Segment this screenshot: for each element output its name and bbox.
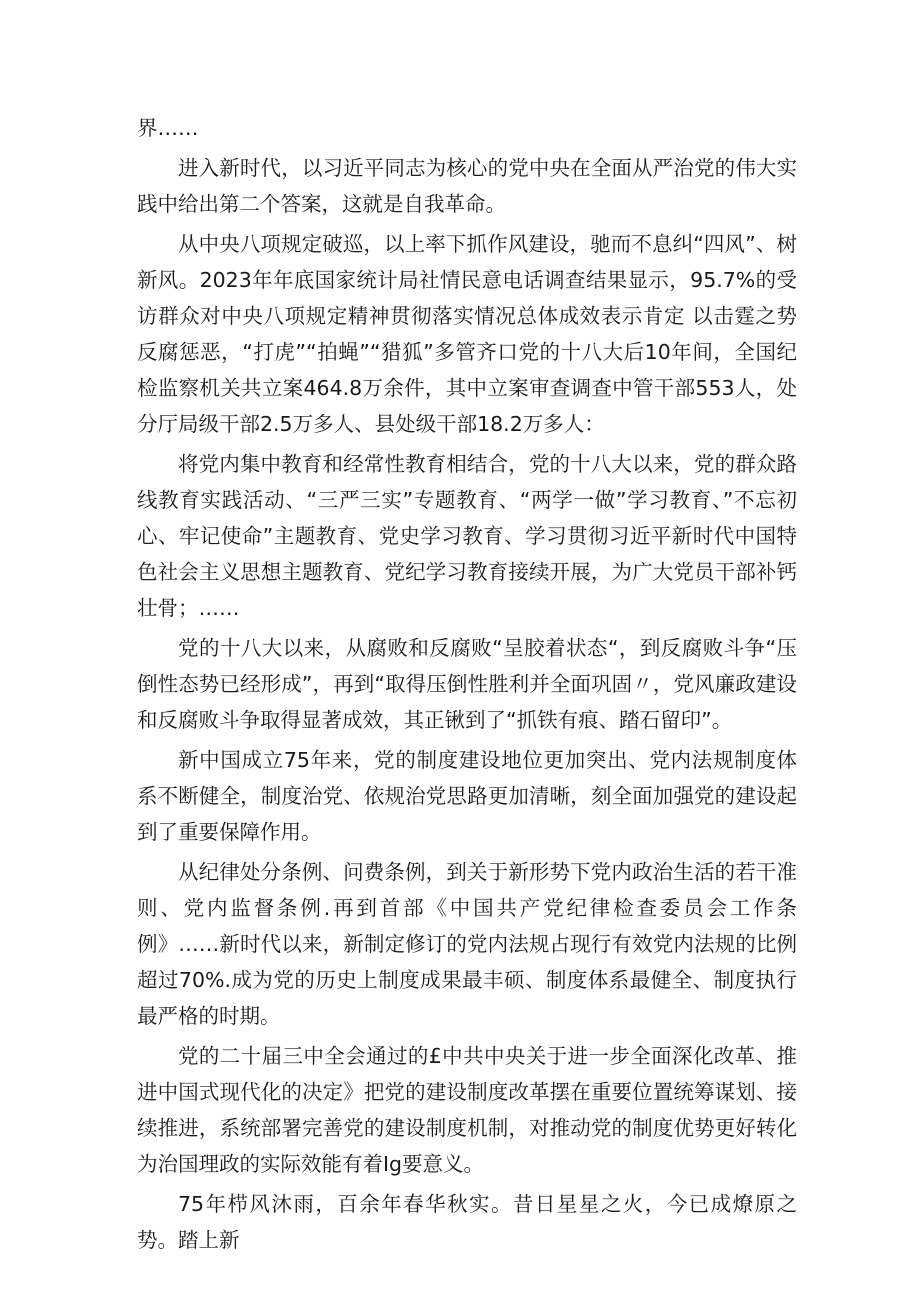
paragraph-anti-corruption: 党的十八大以来，从腐败和反腐败“呈胶着状态“，到反腐败斗争“压倒性态势已经形成”，再到“取得压倒性胜利并全面巩固〃，党风廉政建设和反腐败斗争取得显著成效，其正锹到了“抓铁有痕、踏石留印”。 [137,636,797,732]
document-body [137,110,797,1262]
paragraph-75-years: 75年栉风沐雨，百余年春华秋实。昔日星星之火，今已成燎原之势。踏上新 [137,1192,797,1252]
paragraph-continuation: 界…… [137,116,199,140]
paragraph-institution-building: 新中国成立75年来，党的制度建设地位更加突出、党内法规制度体系不断健全，制度治党、依规治党思路更加清晰，刻全面加强党的建设起到了重要保障作用。 [137,748,797,844]
paragraph-party-regulations: 从纪律处分条例、问费条例，到关于新形势下党内政治生活的若干准则、党内监督条例.再到首部《中国共产党纪律检查委员会工作条例》……新时代以来，新制定修订的党内法规占现行有效党内法规的比例超过70%.成为党的历史上制度成果最丰硕、制度体系最健全、制度执行最严格的时期。 [137,860,797,1028]
paragraph-third-plenum: 党的二十届三中全会通过的£中共中央关于进一步全面深化改革、推进中国式现代化的决定》把党的建设制度改革摆在重要位置统筹谋划、接续推进，系统部署完善党的建设制度机制，对推动党的制度优势更好转化为治国理政的实际效能有着Ig要意义。 [137,1044,797,1176]
paragraph-party-education: 将党内集中教育和经常性教育相结合，党的十八大以来，党的群众路线教育实践活动、“三严三实”专题教育、“两学一做”学习教育、”不忘初心、牢记使命”主题教育、党史学习教育、学习贯彻习近平新时代中国特色社会主义思想主题教育、党纪学习教育接续开展，为广大党员干部补钙壮骨；…… [137,452,797,620]
paragraph-self-revolution: 进入新时代，以习近平同志为核心的党中央在全面从严治党的伟大实践中给出第二个答案，这就是自我革命。 [137,156,797,216]
paragraph-eight-rules: 从中央八项规定破巡，以上率下抓作风建设，驰而不息纠“四风”、树新风。2023年年底国家统计局社情民意电话调查结果显示，95.7%的受访群众对中央八项规定精神贯彻落实情况总体成效表示肯定 以击霆之势反腐惩恶，“打虎”“拍蝇”“猎狐”多管齐口党的十八大后10年间，全国纪检监察机关共立案464.8万余件，其中立案审查调查中管干部553人，处分厅局级干部2.5万多人、县处级干部18.2万多人： [137,232,797,436]
